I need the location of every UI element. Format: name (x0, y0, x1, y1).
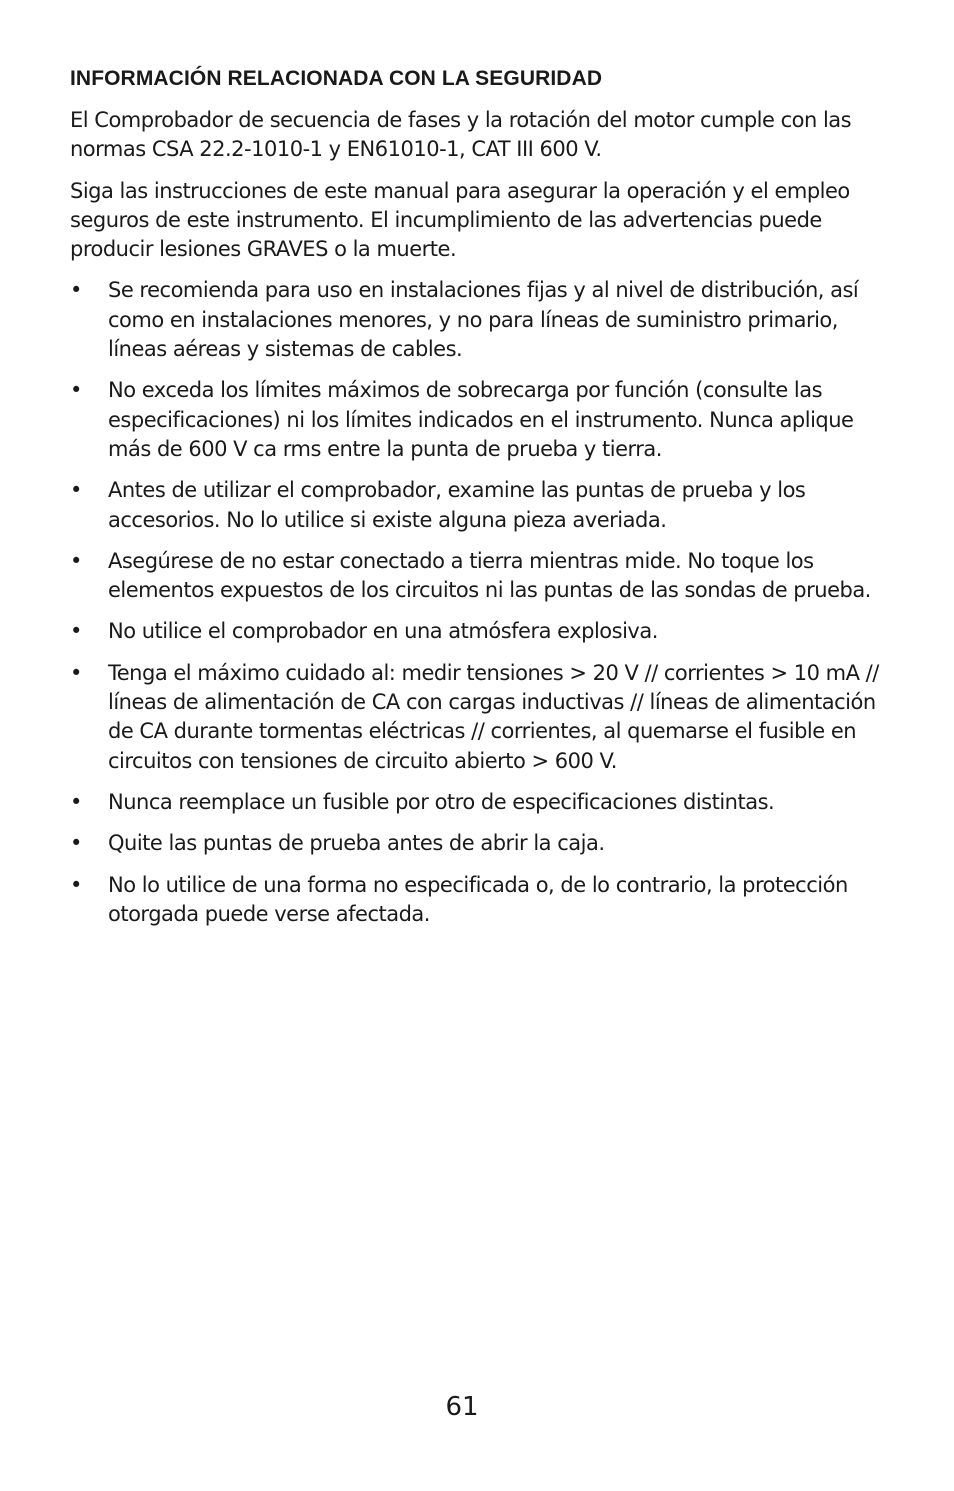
paragraph-instructions: Siga las instrucciones de este manual para asegurar la operación y el empleo seguros de este instrumento. El incumplimiento de las advertencias puede producir lesiones GRAVES o la muerte. (70, 178, 850, 262)
list-item (70, 476, 900, 535)
list-item-text: No lo utilice de una forma no especificada o, de lo contrario, la protección otorgada puede verse afectada. (108, 872, 848, 926)
list-item (70, 829, 900, 858)
bullet-icon: • (70, 660, 82, 685)
section-heading: INFORMACIÓN RELACIONADA CON LA SEGURIDAD (70, 67, 603, 90)
list-item-text: Antes de utilizar el comprobador, examine las puntas de prueba y los accesorios. No lo utilice si existe alguna pieza averiada. (108, 478, 806, 532)
bullet-icon: • (70, 872, 82, 897)
list-item (70, 376, 900, 464)
bullet-icon: • (70, 378, 82, 403)
list-item (70, 547, 900, 606)
bullet-icon: • (70, 619, 82, 644)
list-item-text: Quite las puntas de prueba antes de abrir la caja. (108, 831, 605, 856)
list-item (70, 276, 900, 364)
safety-bullet-list (70, 276, 900, 929)
bullet-icon: • (70, 789, 82, 814)
bullet-icon: • (70, 278, 82, 303)
list-item-text: Tenga el máximo cuidado al: medir tensiones > 20 V // corrientes > 10 mA // líneas de alimentación de CA con cargas inductivas // líneas de alimentación de CA durante tormentas eléctricas // corrientes, al quemarse el fusible en circuitos con tensiones de circuito abierto > 600 V. (108, 660, 879, 773)
bullet-icon: • (70, 478, 82, 503)
list-item-text: No utilice el comprobador en una atmósfera explosiva. (108, 619, 658, 644)
bullet-icon: • (70, 831, 82, 856)
paragraph-compliance: El Comprobador de secuencia de fases y la rotación del motor cumple con las normas CSA 22.2-1010-1 y EN61010-1, CAT III 600 V. (70, 108, 852, 162)
list-item-text: Se recomienda para uso en instalaciones fijas y al nivel de distribución, así como en instalaciones menores, y no para líneas de suministro primario, líneas aéreas y sistemas de cables. (108, 278, 859, 362)
list-item-text: Asegúrese de no estar conectado a tierra mientras mide. No toque los elementos expuestos de los circuitos ni las puntas de las sondas de prueba. (108, 548, 871, 603)
list-item (70, 871, 900, 930)
document-page (70, 64, 900, 941)
list-item (70, 659, 900, 776)
list-item-text: Nunca reemplace un fusible por otro de especificaciones distintas. (108, 789, 775, 814)
list-item (70, 617, 900, 646)
bullet-icon: • (70, 548, 82, 573)
page-number: 61 (445, 1392, 479, 1422)
list-item-text: No exceda los límites máximos de sobrecarga por función (consulte las especificaciones) ni los límites indicados en el instrumento. Nunca aplique más de 600 V ca rms entre la punta de prueba y tierra. (108, 378, 854, 461)
list-item (70, 788, 900, 817)
